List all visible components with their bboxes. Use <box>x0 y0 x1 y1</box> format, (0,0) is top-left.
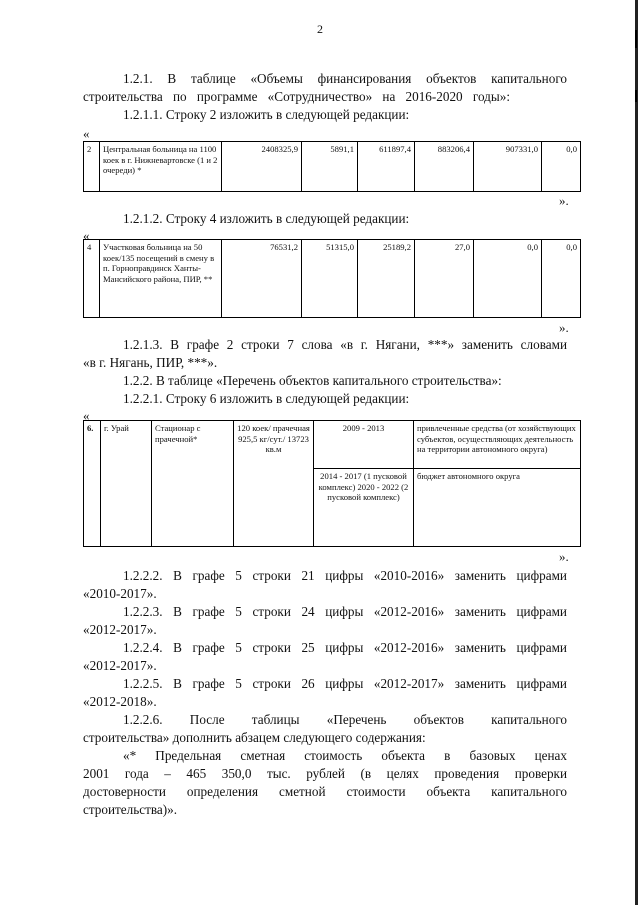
table-cell: 0,0 <box>542 240 581 318</box>
paragraph-line: 1.2.2.2. В графе 5 строки 21 цифры «2010-2016» заменить цифрами <box>123 568 567 583</box>
table-cell: 5891,1 <box>302 142 358 192</box>
paragraph-line: строительства по программе «Сотрудничество» на 2016-2020 годы»: <box>83 89 510 104</box>
table-row <box>84 240 581 318</box>
table-row <box>84 421 581 469</box>
paragraph-line: достоверности определения сметной стоимости объекта капитального <box>83 784 567 799</box>
table-cell: 0,0 <box>542 142 581 192</box>
paragraph-line: «в г. Нягань, ПИР, ***». <box>83 355 218 370</box>
table-cell: 2 <box>84 142 100 192</box>
table-cell: 25189,2 <box>358 240 415 318</box>
table-cell: 2009 - 2013 <box>314 421 414 469</box>
paragraph-line: 1.2.1.3. В графе 2 строки 7 слова «в г. Нягани, ***» заменить словами <box>123 337 567 352</box>
quote-open: « <box>83 408 90 423</box>
quote-open: « <box>83 228 90 243</box>
table-cell: бюджет автономного округа <box>414 469 581 547</box>
paragraph-line: 1.2.2.5. В графе 5 строки 26 цифры «2012-2017» заменить цифрами <box>123 676 567 691</box>
table-cell: 2014 - 2017 (1 пусковой комплекс) 2020 - 2022 (2 пусковой комплекс) <box>314 469 414 547</box>
table-row <box>84 142 581 192</box>
table-cell: 120 коек/ прачечная 925,5 кг/сут./ 13723 кв.м <box>234 421 314 547</box>
table-cell: привлеченные средства (от хозяйствующих субъектов, осуществляющих деятельность на территории автономного округа) <box>414 421 581 469</box>
table-cell: Центральная больница на 1100 коек в г. Нижневартовске (1 и 2 очереди) * <box>100 142 222 192</box>
paragraph-line: «2012-2018». <box>83 694 157 709</box>
paragraph-line: 1.2.2.6. После таблицы «Перечень объектов капитального <box>123 712 567 727</box>
table-cell: 2408325,9 <box>222 142 302 192</box>
paragraph-line: «2012-2017». <box>83 622 157 637</box>
page-edge <box>635 0 638 905</box>
page-number: 2 <box>317 22 323 36</box>
table-financing-row-2 <box>83 141 581 192</box>
table-cell: г. Урай <box>101 421 152 547</box>
paragraph-line: 2001 года – 465 350,0 тыс. рублей (в целях проведения проверки <box>83 766 567 781</box>
paragraph-line: 1.2.2. В таблице «Перечень объектов капитального строительства»: <box>123 373 502 388</box>
table-cell: Участковая больница на 50 коек/135 посещений в смену в п. Горноправдинск Ханты-Мансийского района, ПИР, ** <box>100 240 222 318</box>
quote-open: « <box>83 126 90 141</box>
table-cell: 27,0 <box>415 240 474 318</box>
table-cell: 907331,0 <box>474 142 542 192</box>
quote-close: ». <box>559 549 569 564</box>
table-cell: 51315,0 <box>302 240 358 318</box>
paragraph-line: строительства» дополнить абзацем следующего содержания: <box>83 730 426 745</box>
paragraph-line: 1.2.2.3. В графе 5 строки 24 цифры «2012-2016» заменить цифрами <box>123 604 567 619</box>
paragraph-line: 1.2.1. В таблице «Объемы финансирования объектов капитального <box>123 71 567 86</box>
paragraph-line: 1.2.2.4. В графе 5 строки 25 цифры «2012-2016» заменить цифрами <box>123 640 567 655</box>
table-capital-objects-row-6 <box>83 420 581 547</box>
table-cell: 0,0 <box>474 240 542 318</box>
table-financing-row-4 <box>83 239 581 318</box>
table-cell: 883206,4 <box>415 142 474 192</box>
paragraph-line: «2010-2017». <box>83 586 157 601</box>
paragraph-line: «2012-2017». <box>83 658 157 673</box>
quote-close: ». <box>559 320 569 335</box>
table-cell: 4 <box>84 240 100 318</box>
quote-close: ». <box>559 193 569 208</box>
paragraph-line: 1.2.2.1. Строку 6 изложить в следующей редакции: <box>123 391 410 406</box>
page-edge-mark <box>635 90 637 102</box>
table-cell: Стационар с прачечной* <box>152 421 234 547</box>
table-cell: 76531,2 <box>222 240 302 318</box>
paragraph-line: «* Предельная сметная стоимость объекта в базовых ценах <box>123 748 567 763</box>
table-cell: 6. <box>84 421 101 547</box>
table-cell: 611897,4 <box>358 142 415 192</box>
paragraph-line: 1.2.1.2. Строку 4 изложить в следующей редакции: <box>123 211 410 226</box>
paragraph-line: строительства)». <box>83 802 178 817</box>
paragraph-line: 1.2.1.1. Строку 2 изложить в следующей редакции: <box>123 107 410 122</box>
